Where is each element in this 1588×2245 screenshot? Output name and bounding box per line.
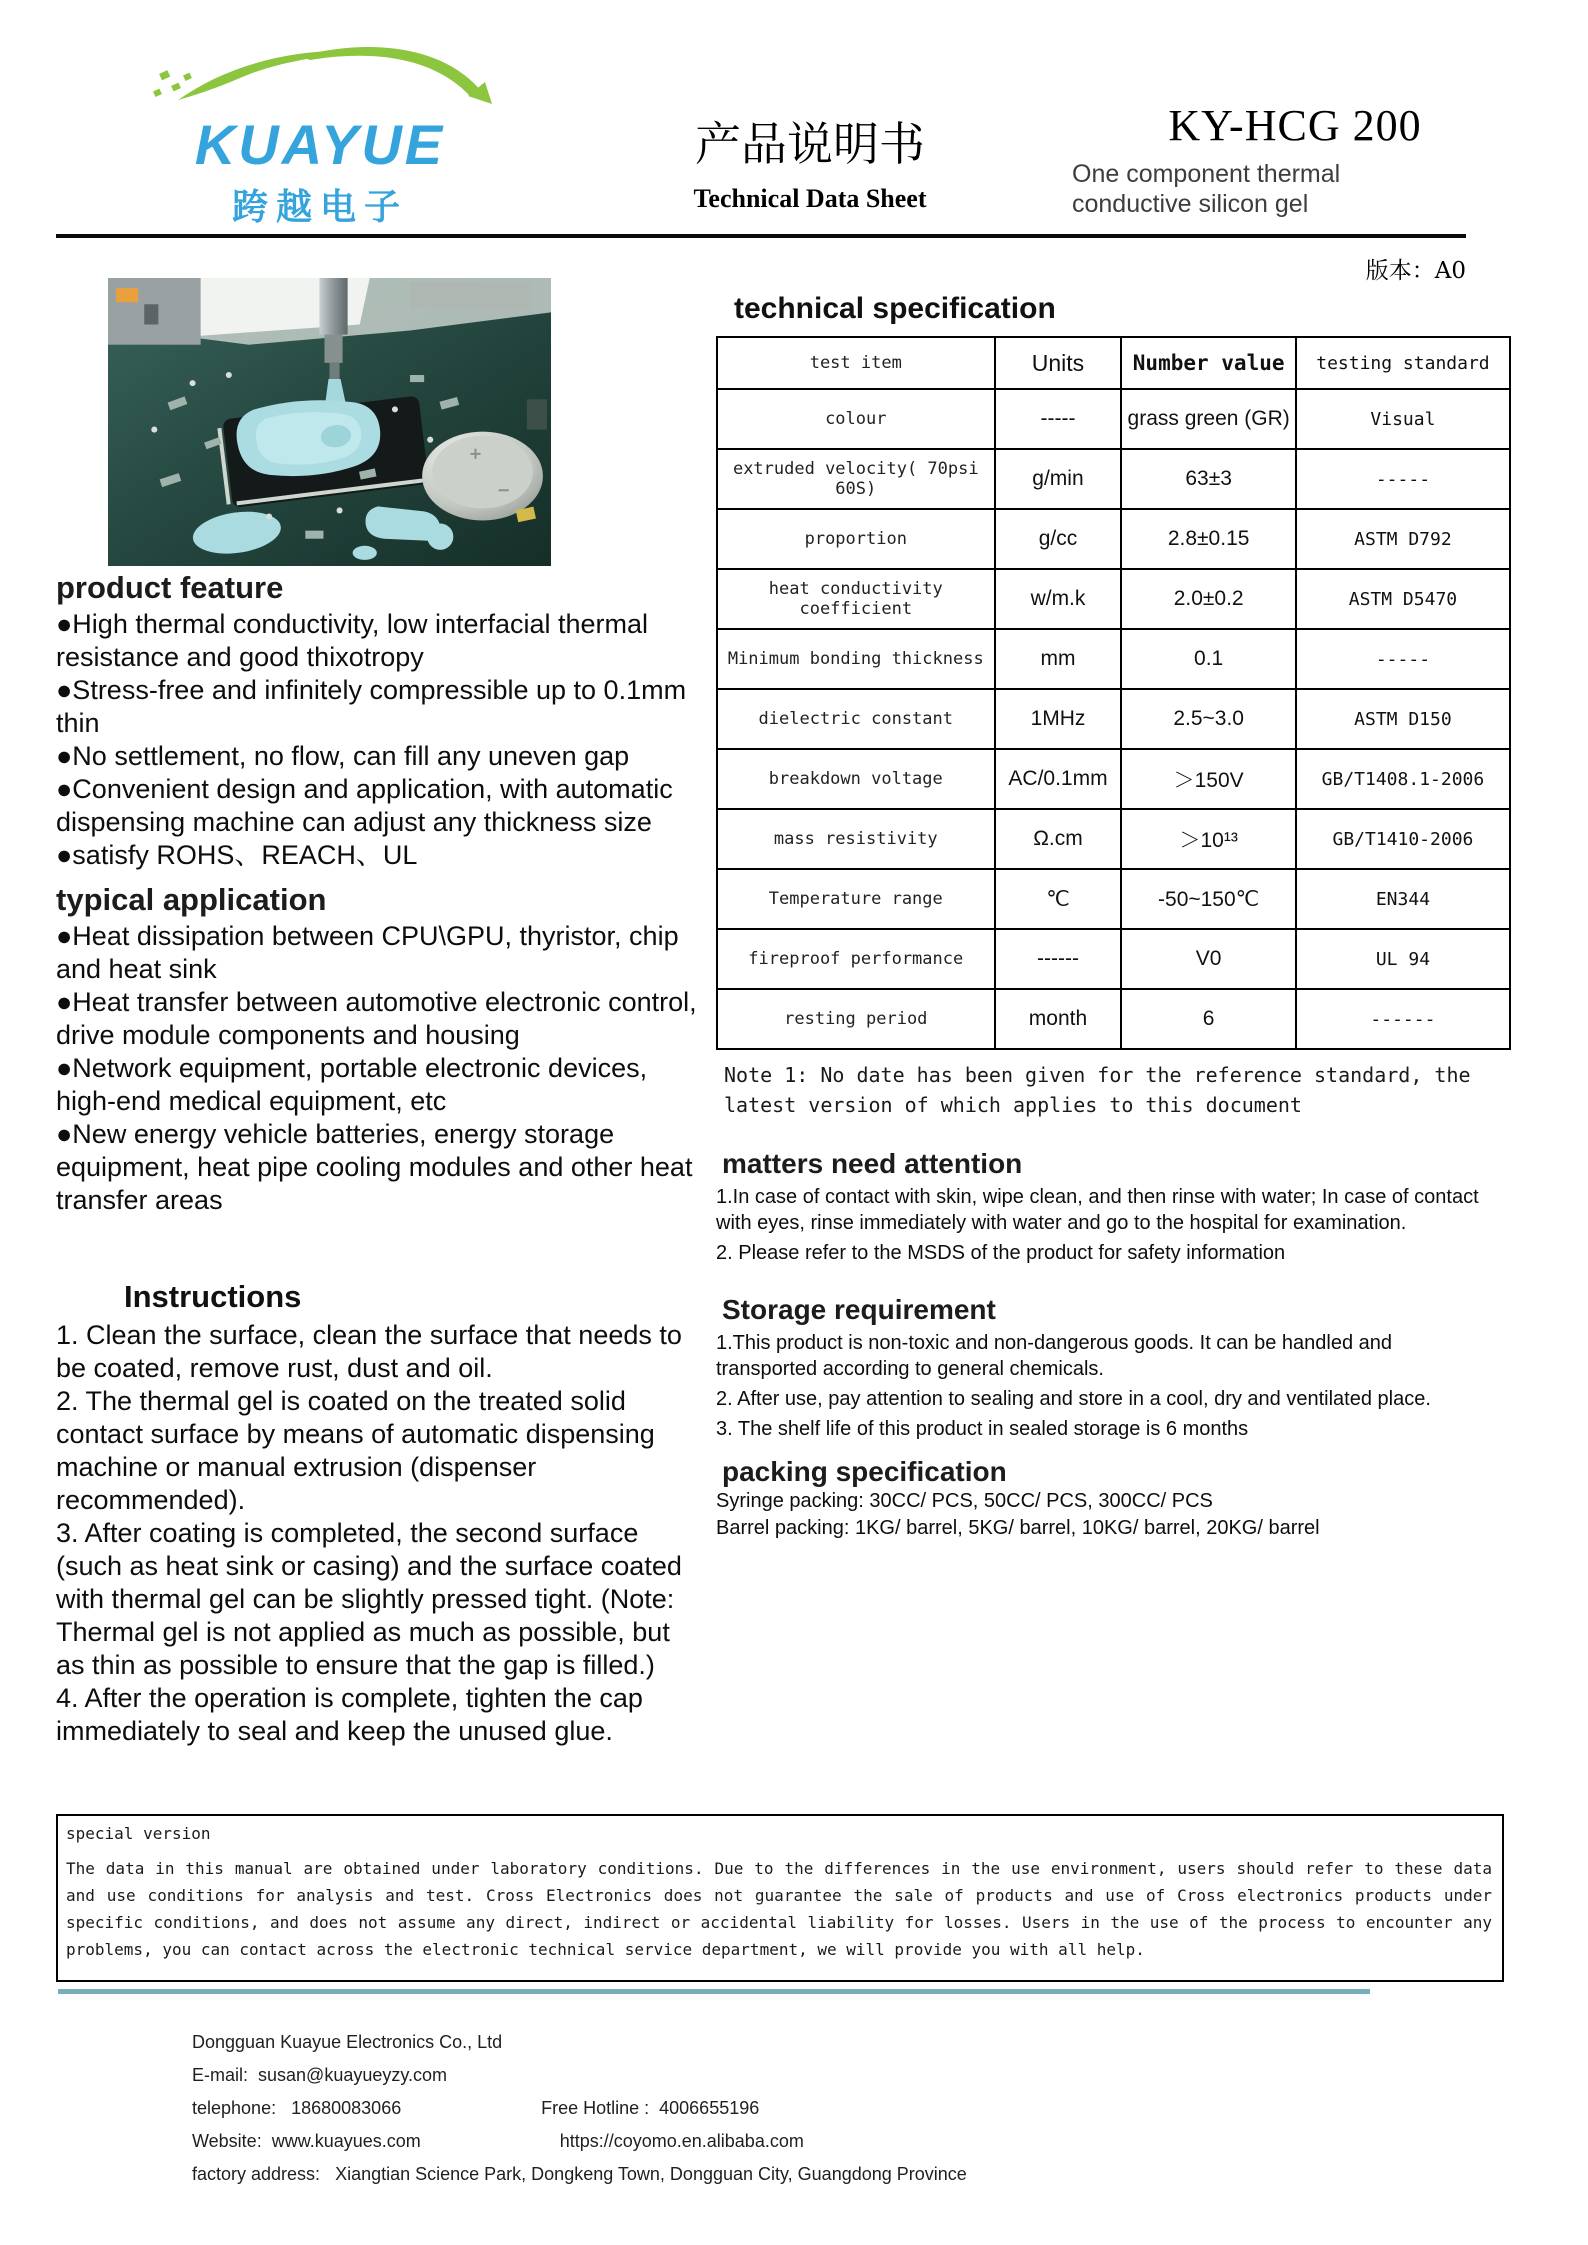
- table-row: [717, 929, 1510, 989]
- telephone-value: 18680083066: [291, 2098, 402, 2118]
- spec-cell: heat conductivity coefficient: [717, 569, 995, 629]
- spec-cell: w/m.k: [995, 569, 1122, 629]
- header-divider: [56, 234, 1466, 238]
- storage-heading: Storage requirement: [722, 1294, 996, 1325]
- company-name: Dongguan Kuayue Electronics Co., Ltd: [192, 2032, 503, 2052]
- spec-cell: ＞150V: [1121, 749, 1295, 809]
- typical-application-item: ●Heat dissipation between CPU\GPU, thyristor, chip and heat sink: [56, 921, 679, 984]
- spec-cell: resting period: [717, 989, 995, 1049]
- spec-cell: ------: [995, 929, 1122, 989]
- instruction-step: 3. After coating is completed, the second surface (such as heat sink or casing) and the surface coated with thermal gel can be slightly pressed tight. (Note: Thermal gel is not applied as much as possible, but as thin as possible to ensure that the gap is filled.): [56, 1518, 682, 1680]
- product-feature-item: ●No settlement, no flow, can fill any uneven gap: [56, 741, 630, 771]
- spec-cell: V0: [1121, 929, 1295, 989]
- technical-specification-table: [716, 336, 1511, 1050]
- column-header-test-item: test item: [717, 337, 995, 389]
- typical-application-list: [56, 920, 704, 1217]
- hotline-label: Free Hotline :: [541, 2098, 660, 2118]
- spec-cell: ASTM D792: [1296, 509, 1510, 569]
- disclaimer-text: The data in this manual are obtained under laboratory conditions. Due to the differences in the use environment, users should refer to these data and use conditions for analysis and test. Cross Electronics does not guarantee the sale of products and use of Cross electronics products under specific conditions, and does not assume any direct, indirect or accidental liability for losses. Users in the use of the process to encounter any problems, you can contact across the electronic technical service department, we will provide you with all help.: [66, 1859, 1492, 1959]
- spec-cell: UL 94: [1296, 929, 1510, 989]
- footer-phone-row: [192, 2092, 1292, 2125]
- footer-address-row: [192, 2158, 1292, 2191]
- spec-cell: g/min: [995, 449, 1122, 509]
- table-row: [717, 749, 1510, 809]
- footer-divider: [58, 1989, 1370, 1994]
- spec-cell: 1MHz: [995, 689, 1122, 749]
- email-label: E-mail:: [192, 2065, 259, 2085]
- spec-cell: extruded velocity( 70psi 60S): [717, 449, 995, 509]
- typical-application-item: ●Network equipment, portable electronic devices, high-end medical equipment, etc: [56, 1053, 648, 1116]
- version-label: 版本：A0: [1365, 258, 1466, 284]
- spec-cell: 2.0±0.2: [1121, 569, 1295, 629]
- spec-cell: Minimum bonding thickness: [717, 629, 995, 689]
- telephone-label: telephone:: [192, 2098, 292, 2118]
- factory-address-value: Xiangtian Science Park, Dongkeng Town, Dongguan City, Guangdong Province: [335, 2164, 967, 2184]
- spec-cell: colour: [717, 389, 995, 449]
- instruction-step: 1. Clean the surface, clean the surface that needs to be coated, remove rust, dust and oil.: [56, 1320, 682, 1383]
- packing-line: Syringe packing: 30CC/ PCS, 50CC/ PCS, 300CC/ PCS: [716, 1490, 1213, 1512]
- footer-company: [192, 2026, 1292, 2059]
- spec-cell: mass resistivity: [717, 809, 995, 869]
- column-header-testing-standard: testing standard: [1296, 337, 1510, 389]
- table-row: [717, 689, 1510, 749]
- table-row: [717, 629, 1510, 689]
- spec-cell: AC/0.1mm: [995, 749, 1122, 809]
- product-feature-item: ●High thermal conductivity, low interfacial thermal resistance and good thixotropy: [56, 609, 649, 672]
- matters-heading: matters need attention: [722, 1148, 1023, 1179]
- technical-specification-heading: technical specification: [734, 292, 1056, 325]
- product-model: KY-HCG 200: [1168, 101, 1422, 150]
- spec-cell: 2.8±0.15: [1121, 509, 1295, 569]
- table-row: [717, 569, 1510, 629]
- spec-cell: -----: [995, 389, 1122, 449]
- instructions-list: [56, 1319, 704, 1748]
- footer-contact-block: [192, 2026, 1292, 2191]
- spec-cell: 2.5~3.0: [1121, 689, 1295, 749]
- spec-cell: grass green (GR): [1121, 389, 1295, 449]
- matters-item: 2. Please refer to the MSDS of the product for safety information: [716, 1242, 1286, 1264]
- packing-line: Barrel packing: 1KG/ barrel, 5KG/ barrel, 10KG/ barrel, 20KG/ barrel: [716, 1517, 1320, 1539]
- product-feature-item: ●Stress-free and infinitely compressible up to 0.1mm thin: [56, 675, 687, 738]
- product-feature-list: [56, 608, 704, 872]
- spec-cell: -----: [1296, 449, 1510, 509]
- table-row: [717, 449, 1510, 509]
- spec-cell: fireproof performance: [717, 929, 995, 989]
- footer-email-row: [192, 2059, 1292, 2092]
- product-subtitle-line2: conductive silicon gel: [1072, 190, 1309, 218]
- table-row: [717, 869, 1510, 929]
- instructions-heading: Instructions: [124, 1279, 302, 1314]
- footer-website-row: [192, 2125, 1292, 2158]
- table-note: Note 1: No date has been given for the reference standard, the latest version of which applies to this document: [724, 1063, 1471, 1117]
- spec-cell: Temperature range: [717, 869, 995, 929]
- table-header-row: [717, 337, 1510, 389]
- product-model-block: [1060, 100, 1530, 219]
- product-subtitle: [1060, 159, 1530, 219]
- spec-cell: GB/T1408.1-2006: [1296, 749, 1510, 809]
- typical-application-heading: typical application: [56, 882, 327, 917]
- spec-cell: -50~150℃: [1121, 869, 1295, 929]
- spec-cell: ℃: [995, 869, 1122, 929]
- spec-cell: breakdown voltage: [717, 749, 995, 809]
- spec-cell: month: [995, 989, 1122, 1049]
- spec-cell: proportion: [717, 509, 995, 569]
- alibaba-link: https://coyomo.en.alibaba.com: [559, 2131, 804, 2151]
- product-feature-item: ●satisfy ROHS、REACH、UL: [56, 840, 418, 870]
- spec-cell: g/cc: [995, 509, 1122, 569]
- storage-item: 1.This product is non-toxic and non-dangerous goods. It can be handled and transported according to general chemicals.: [716, 1332, 1393, 1380]
- company-logo: [130, 34, 510, 234]
- spec-cell: 6: [1121, 989, 1295, 1049]
- spec-cell: ＞10¹³: [1121, 809, 1295, 869]
- spacer: [490, 2125, 560, 2158]
- email-value: susan@kuayueyzy.com: [258, 2065, 448, 2085]
- disclaimer-label: special version: [66, 1824, 211, 1843]
- spec-cell: dielectric constant: [717, 689, 995, 749]
- spec-cell: Ω.cm: [995, 809, 1122, 869]
- column-header-units: Units: [995, 337, 1122, 389]
- factory-address-label: factory address:: [192, 2164, 336, 2184]
- spec-cell: -----: [1296, 629, 1510, 689]
- spec-cell: Visual: [1296, 389, 1510, 449]
- storage-item: 3. The shelf life of this product in sealed storage is 6 months: [716, 1418, 1249, 1440]
- product-subtitle-line1: One component thermal: [1072, 160, 1341, 188]
- spec-cell: ASTM D5470: [1296, 569, 1510, 629]
- left-column: [56, 570, 704, 1748]
- hotline-value: 4006655196: [659, 2098, 760, 2118]
- table-row: [717, 989, 1510, 1049]
- website-label: Website:: [192, 2131, 272, 2151]
- logo-brand-text: KUAYUE: [194, 113, 446, 176]
- spec-cell: 63±3: [1121, 449, 1295, 509]
- logo-brand-chinese: 跨越电子: [231, 186, 408, 227]
- table-row: [717, 809, 1510, 869]
- column-header-number-value: Number value: [1121, 337, 1295, 389]
- product-feature-heading: product feature: [56, 570, 284, 605]
- spec-cell: GB/T1410-2006: [1296, 809, 1510, 869]
- packing-heading: packing specification: [722, 1456, 1007, 1487]
- spec-cell: mm: [995, 629, 1122, 689]
- spec-cell: ------: [1296, 989, 1510, 1049]
- spacer: [471, 2092, 541, 2125]
- instruction-step: 2. The thermal gel is coated on the treated solid contact surface by means of automatic dispensing machine or manual extrusion (dispenser recommended).: [56, 1386, 655, 1515]
- instruction-step: 4. After the operation is complete, tighten the cap immediately to seal and keep the unused glue.: [56, 1683, 643, 1746]
- table-row: [717, 509, 1510, 569]
- typical-application-item: ●Heat transfer between automotive electronic control, drive module components and housing: [56, 987, 697, 1050]
- document-title-english: Technical Data Sheet: [693, 184, 927, 213]
- storage-item: 2. After use, pay attention to sealing and store in a cool, dry and ventilated place.: [716, 1388, 1431, 1410]
- website-value: www.kuayues.com: [271, 2131, 421, 2151]
- table-row: [717, 389, 1510, 449]
- document-title-block: [620, 108, 1000, 214]
- spec-cell: EN344: [1296, 869, 1510, 929]
- typical-application-item: ●New energy vehicle batteries, energy storage equipment, heat pipe cooling modules and other heat transfer areas: [56, 1119, 693, 1215]
- spec-cell: ASTM D150: [1296, 689, 1510, 749]
- product-photo: [108, 278, 551, 566]
- product-feature-item: ●Convenient design and application, with automatic dispensing machine can adjust any thickness size: [56, 774, 673, 837]
- document-title-chinese: 产品说明书: [695, 117, 925, 171]
- spec-cell: 0.1: [1121, 629, 1295, 689]
- right-column: [716, 292, 1516, 1542]
- matters-item: 1.In case of contact with skin, wipe clean, and then rinse with water; In case of contact with eyes, rinse immediately with water and go to the hospital for examination.: [716, 1186, 1479, 1234]
- disclaimer-box: [56, 1814, 1504, 1982]
